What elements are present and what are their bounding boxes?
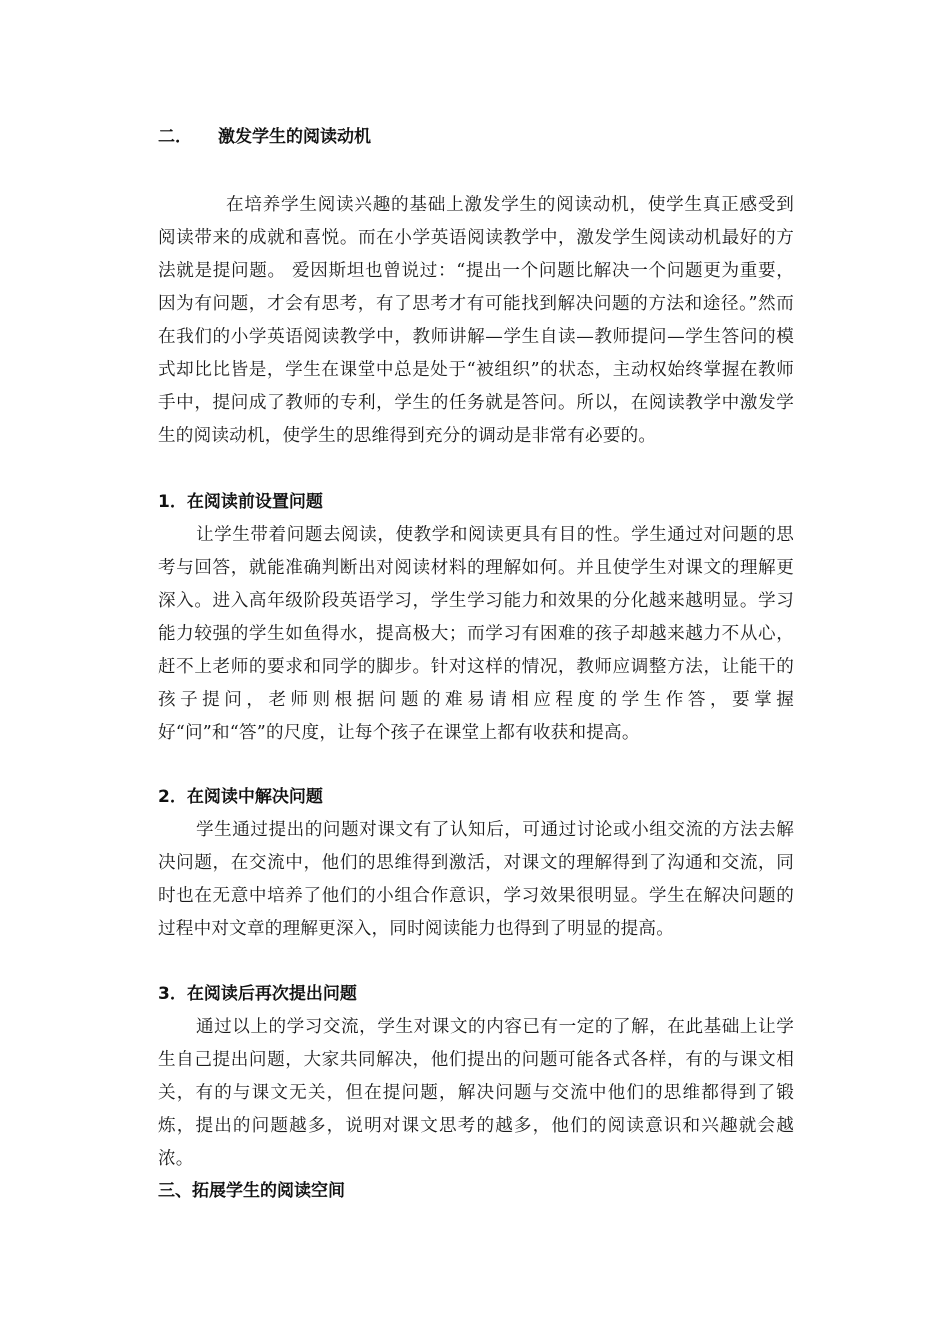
subsection-2-heading: 2．在阅读中解决问题 — [158, 787, 323, 807]
subsection-1-paragraph: 让学生带着问题去阅读，使教学和阅读更具有目的性。学生通过对问题的思考与回答，就能准确判断出对阅读材料的理解如何。并且使学生对课文的理解更深入。进入高年级阶段英语学习，学生学习能力和效果的分化越来越明显。学习能力较强的学生如鱼得水，提高极大；而学习有困难的孩子却越来越力不从心，赶不上老师的要求和同学的脚步。针对这样的情况，教师应调整方法，让能干的孩子提问，老师则根据问题的难易请相应程度的学生作答，要掌握好“问”和“答”的尺度，让每个孩子在课堂上都有收获和提高。 — [158, 525, 794, 743]
section-2-number: 二． — [158, 127, 192, 147]
intro-paragraph: 在培养学生阅读兴趣的基础上激发学生的阅读动机，使学生真正感受到阅读带来的成就和喜悦。而在小学英语阅读教学中，激发学生阅读动机最好的方法就是提问题。 爱因斯坦也曾说过：“提出一个问题比解决一个问题更为重要，因为有问题，才会有思考，有了思考才有可能找到解决问题的方法和途径。”然而在我们的小学英语阅读教学中，教师讲解—学生自读—教师提问—学生答问的模式却比比皆是，学生在课堂中总是处于“被组织”的状态，主动权始终掌握在教师手中，提问成了教师的专利，学生的任务就是答问。所以，在阅读教学中激发学生的阅读动机，使学生的思维得到充分的调动是非常有必要的。 — [158, 195, 794, 446]
subsection-3-heading: 3．在阅读后再次提出问题 — [158, 984, 357, 1004]
subsection-1-heading: 1．在阅读前设置问题 — [158, 492, 323, 512]
section-3-heading: 三、拓展学生的阅读空间 — [158, 1181, 345, 1201]
subsection-3-paragraph: 通过以上的学习交流，学生对课文的内容已有一定的了解，在此基础上让学生自己提出问题，大家共同解决，他们提出的问题可能各式各样，有的与课文相关，有的与课文无关，但在提问题，解决问题与交流中他们的思维都得到了锻炼，提出的问题越多，说明对课文思考的越多，他们的阅读意识和兴趣就会越浓。 — [158, 1017, 794, 1169]
section-2-title: 激发学生的阅读动机 — [218, 127, 371, 147]
subsection-2-paragraph: 学生通过提出的问题对课文有了认知后，可通过讨论或小组交流的方法去解决问题，在交流中，他们的思维得到激活，对课文的理解得到了沟通和交流，同时也在无意中培养了他们的小组合作意识，学习效果很明显。学生在解决问题的过程中对文章的理解更深入，同时阅读能力也得到了明显的提高。 — [158, 820, 794, 939]
section-2-heading — [158, 126, 794, 148]
